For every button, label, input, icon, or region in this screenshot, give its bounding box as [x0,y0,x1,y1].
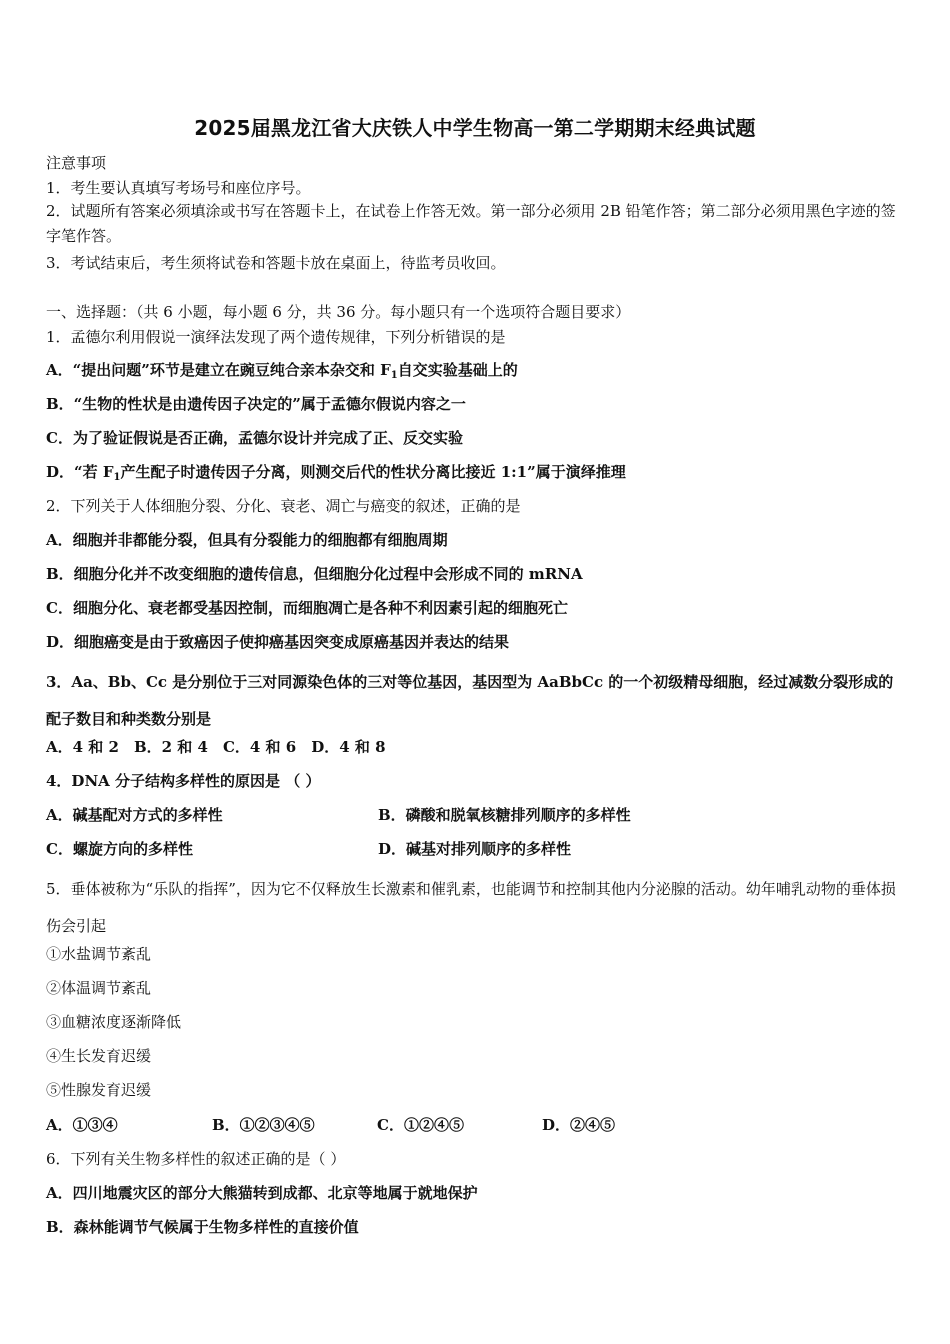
q2-option-c: C．细胞分化、衰老都受基因控制，而细胞凋亡是各种不利因素引起的细胞死亡 [46,599,568,617]
q2-option-a: A．细胞并非都能分裂，但具有分裂能力的细胞都有细胞周期 [46,531,448,549]
q6-stem: 6．下列有关生物多样性的叙述正确的是（ ） [46,1150,346,1168]
q4-option-b: B．磷酸和脱氧核糖排列顺序的多样性 [378,806,631,824]
q4-option-a: A．碱基配对方式的多样性 [46,806,223,824]
q5-option-b: B．①②③④⑤ [212,1116,315,1134]
q5-option-c: C．①②④⑤ [377,1116,464,1134]
q5-item-3: ③血糖浓度逐渐降低 [46,1013,182,1031]
q1-option-c: C．为了验证假说是否正确，孟德尔设计并完成了正、反交实验 [46,429,463,447]
q4-stem: 4．DNA 分子结构多样性的原因是 （ ） [46,772,321,790]
notice-heading: 注意事项 [46,154,107,172]
q2-stem: 2．下列关于人体细胞分裂、分化、衰老、凋亡与癌变的叙述，正确的是 [46,497,521,515]
q5-option-d: D．②④⑤ [542,1116,616,1134]
q3-options: A．4 和 2 B．2 和 4 C．4 和 6 D．4 和 8 [46,738,386,756]
q5-item-2: ②体温调节紊乱 [46,979,152,997]
q5-stem: 5．垂体被称为“乐队的指挥”，因为它不仅释放生长激素和催乳素，也能调节和控制其他内分泌腺的活动。幼年哺乳动物的垂体损伤会引起 [46,880,896,935]
page-title: 2025届黑龙江省大庆铁人中学生物高一第二学期期末经典试题 [194,116,756,140]
q4-options-row-2 [46,838,908,860]
q6-option-a: A．四川地震灾区的部分大熊猫转到成都、北京等地属于就地保护 [46,1184,478,1202]
q4-option-c: C．螺旋方向的多样性 [46,840,193,858]
q6-option-b: B．森林能调节气候属于生物多样性的直接价值 [46,1218,359,1236]
q3-stem: 3．Aa、Bb、Cc 是分别位于三对同源染色体的三对等位基因，基因型为 AaBbCc 的一个初级精母细胞，经过减数分裂形成的配子数目和种类数分别是 [46,673,894,728]
q4-option-d: D．碱基对排列顺序的多样性 [378,840,572,858]
q5-item-1: ①水盐调节紊乱 [46,945,152,963]
q5-item-5: ⑤性腺发育迟缓 [46,1081,152,1099]
q4-options-row-1 [46,804,908,826]
q1-option-a: A．“提出问题”环节是建立在豌豆纯合亲本杂交和 $F_1$自交实验基础上的 [46,361,518,381]
q1-option-b: B．“生物的性状是由遗传因子决定的”属于孟德尔假说内容之一 [46,395,466,413]
q2-option-b: B．细胞分化并不改变细胞的遗传信息，但细胞分化过程中会形成不同的 mRNA [46,565,583,583]
notice-item-3: 3．考试结束后，考生须将试卷和答题卡放在桌面上，待监考员收回。 [46,254,506,272]
q5-item-4: ④生长发育迟缓 [46,1047,152,1065]
q1-stem: 1．孟德尔利用假说一演绎法发现了两个遗传规律，下列分析错误的是 [46,328,506,346]
section-heading: 一、选择题：（共 6 小题，每小题 6 分，共 36 分。每小题只有一个选项符合题目要求） [46,303,631,321]
q1-option-d: D．“若 $F_1$产生配子时遗传因子分离，则测交后代的性状分离比接近 1:1”属于演绎推理 [46,463,626,483]
notice-item-1: 1．考生要认真填写考场号和座位序号。 [46,179,311,197]
q5-options [46,1114,908,1136]
notice-item-2: 2．试题所有答案必须填涂或书写在答题卡上，在试卷上作答无效。第一部分必须用 2B 铅笔作答；第二部分必须用黑色字迹的签字笔作答。 [46,202,896,245]
q2-option-d: D．细胞癌变是由于致癌因子使抑癌基因突变成原癌基因并表达的结果 [46,633,510,651]
q5-option-a: A．①③④ [46,1116,118,1134]
